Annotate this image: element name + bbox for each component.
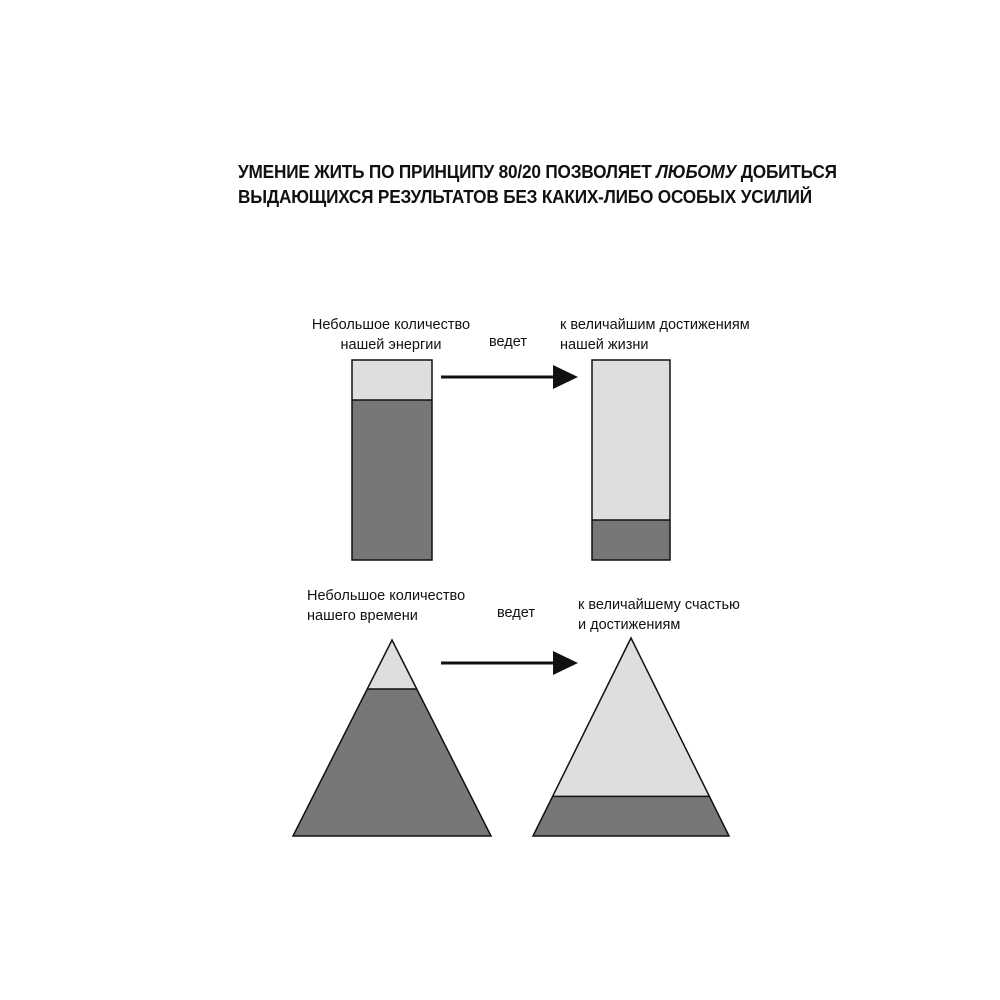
achievements-bar-dark-part [592, 520, 670, 560]
happiness-triangle-light-part [553, 638, 710, 796]
time-label-line-2: нашего времени [307, 608, 418, 624]
time-triangle-dark-part [293, 689, 491, 836]
title-text-end: ДОБИТЬСЯ [736, 161, 837, 182]
page-title-line-2: ВЫДАЮЩИХСЯ РЕЗУЛЬТАТОВ БЕЗ КАКИХ-ЛИБО ОСОБЫХ УСИЛИЙ [238, 186, 812, 207]
energy-bar-light-part [352, 360, 432, 400]
happiness-label-line-2: и достижениям [578, 617, 681, 633]
happiness-triangle-dark-part [533, 796, 729, 836]
title-emphasis: ЛЮБОМУ [656, 161, 737, 182]
achievements-label-line-2: нашей жизни [560, 337, 649, 353]
top-arrow-head [553, 365, 578, 389]
time-triangle-light-part [367, 640, 417, 689]
time-label-line-1: Небольшое количество [307, 588, 466, 604]
energy-label-line-2: нашей энергии [340, 337, 442, 353]
bottom-arrow-head [553, 651, 578, 675]
achievements-bar-light-part [592, 360, 670, 520]
energy-bar-dark-part [352, 400, 432, 560]
energy-label-line-1: Небольшое количество [311, 317, 471, 333]
bottom-connector-label: ведет [497, 605, 535, 621]
achievements-label-line-1: к величайшим достижениям [560, 317, 750, 333]
top-connector-label: ведет [489, 334, 527, 350]
title-text-start: УМЕНИЕ ЖИТЬ ПО ПРИНЦИПУ 80/20 ПОЗВОЛЯЕТ [238, 161, 657, 182]
happiness-label-line-1: к величайшему счастью [578, 597, 740, 613]
